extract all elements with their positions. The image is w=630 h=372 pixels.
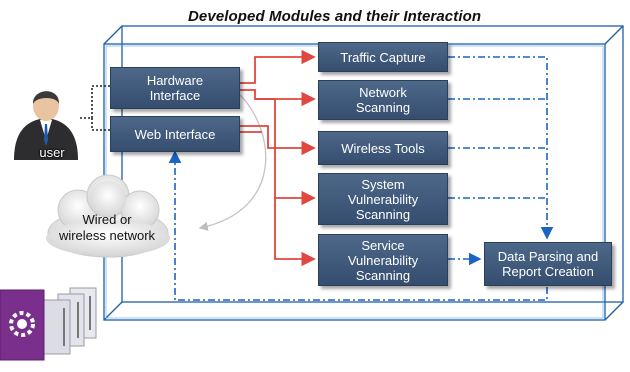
red-arrows [240,57,314,259]
report-line1: Data Parsing and [497,249,599,264]
module-traffic-capture-label: Traffic Capture [340,49,426,65]
module-wireless-tools [318,131,448,165]
module-network-scanning [318,80,448,120]
module-network-scanning-line1: Network [359,85,407,100]
network-label-line1: Wired or [82,212,132,227]
web-interface-label: Web Interface [134,126,216,142]
module-system-vuln-line2: Vulnerability [347,191,419,207]
network-label-line2: wireless network [58,228,156,243]
hardware-interface-line2: Interface [149,88,201,103]
module-system-vulnerability-scanning [318,173,448,225]
module-service-vuln-line1: Service [361,237,405,253]
user-label: user [39,145,65,160]
module-service-vuln-line2: Vulnerability [347,252,419,268]
server-gear-icon [0,288,96,360]
module-wireless-tools-label: Wireless Tools [341,140,425,156]
module-service-vuln-line3: Scanning [355,267,411,283]
module-system-vuln-line3: Scanning [355,206,411,222]
module-system-vuln-line1: System [361,176,405,192]
diagram-title: Developed Modules and their Interaction [188,8,482,25]
module-traffic-capture [318,42,448,72]
web-interface-box [110,116,240,152]
module-network-scanning-line2: Scanning [355,100,411,115]
network-label [42,212,172,244]
report-line2: Report Creation [502,264,594,279]
hardware-interface-box [110,67,240,109]
hardware-interface-line1: Hardware [146,73,204,88]
report-creation-box [484,242,612,286]
network-link-arrow [200,95,266,228]
module-service-vulnerability-scanning [318,234,448,286]
